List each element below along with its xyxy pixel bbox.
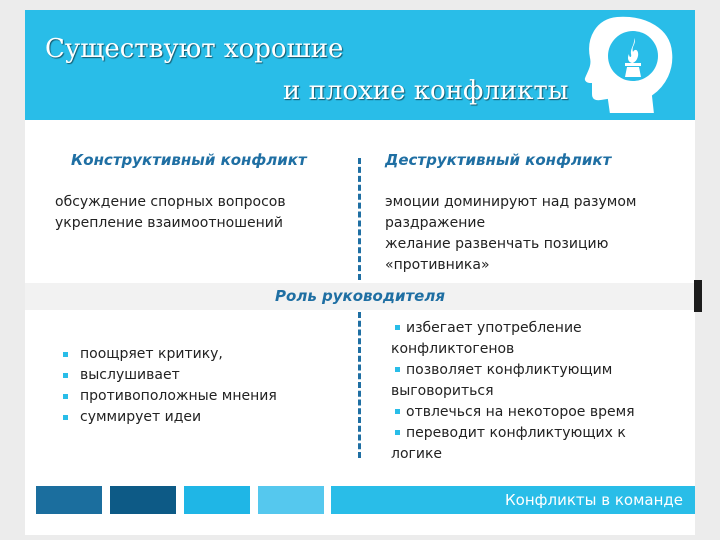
list-item: желание развенчать позицию [385,236,609,252]
constructive-heading: Конструктивный конфликт [71,151,307,169]
footer-caption: Конфликты в команде [331,486,695,514]
list-item: суммирует идеи [58,407,277,428]
list-item: конфликтогенов [391,341,515,357]
footer-block-1 [36,486,102,514]
list-item: логике [391,446,443,462]
footer-block-4 [258,486,324,514]
list-item: «противника» [385,257,490,273]
constructive-list [55,192,286,234]
manager-actions-left [58,344,277,428]
divider-lower [358,312,361,458]
destructive-heading: Деструктивный конфликт [385,151,612,169]
slide-title-line1: Существуют хорошие [45,34,344,64]
list-item: противоположные мнения [58,386,277,407]
destructive-list [385,192,636,276]
list-item: эмоции доминируют над разумом [385,194,637,210]
list-item: поощряет критику, [58,344,277,365]
list-item: обсуждение спорных вопросов [55,194,286,210]
bullet-square-icon [395,325,400,330]
slide-title-line2: и плохие конфликты [283,76,569,106]
divider-upper [358,158,361,280]
footer-block-2 [110,486,176,514]
list-item: позволяет конфликтующим [391,360,635,381]
list-item: укрепление взаимоотношений [55,215,283,231]
footer-block-3 [184,486,250,514]
bullet-square-icon [395,409,400,414]
list-item: раздражение [385,215,486,231]
role-heading: Роль руководителя [275,287,445,305]
manager-actions-right [391,318,635,465]
list-item: выговориться [391,383,494,399]
list-item: переводит конфликтующих к [391,423,635,444]
bullet-square-icon [395,430,400,435]
bullet-square-icon [395,367,400,372]
list-item: избегает употребление [391,318,635,339]
list-item: выслушивает [58,365,277,386]
list-item: отвлечься на некоторое время [391,402,635,423]
head-profile-icon [583,12,675,116]
